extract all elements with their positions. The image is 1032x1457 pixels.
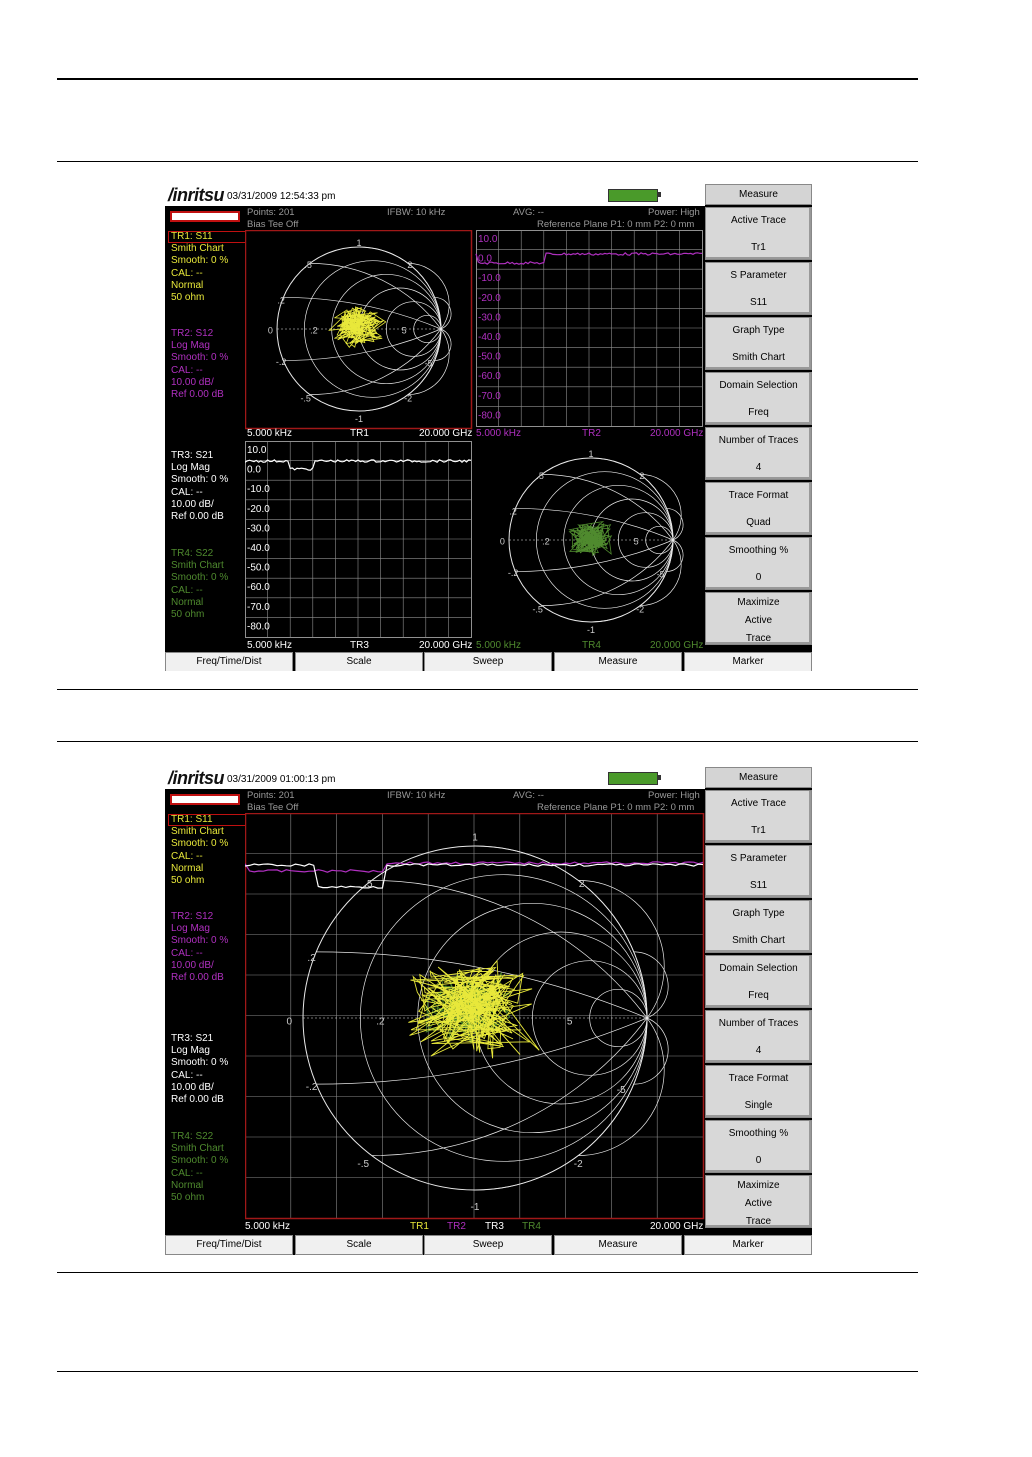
trace-line: CAL: --: [171, 1167, 203, 1179]
y-tick-label: -40.0: [478, 332, 501, 343]
smith-label: 2: [407, 260, 413, 271]
grid-border: [477, 231, 703, 427]
trace-line: Normal: [171, 279, 204, 291]
trace-line: CAL: --: [171, 267, 203, 279]
softkey-value: S11: [749, 880, 768, 891]
trace-line: TR1: S11: [171, 814, 213, 825]
smith-label: .2: [376, 1016, 385, 1028]
softkey-value: 0: [755, 1155, 762, 1166]
tr1-smith-pane[interactable]: [246, 231, 473, 440]
freq-time-dist-tab[interactable]: Freq/Time/Dist: [165, 652, 293, 671]
tr4-label: TR4: [582, 640, 601, 650]
smith-label: .5: [304, 260, 312, 271]
smith-label: -5: [616, 1085, 626, 1097]
softkey-label: S Parameter: [730, 853, 787, 864]
battery-icon: [608, 772, 658, 785]
trace-line: TR2: S12: [171, 911, 214, 922]
smith-label: -.5: [300, 393, 311, 404]
smith-label: -.2: [275, 356, 287, 367]
trace-tr4-cloud: [570, 522, 612, 556]
single-label-tr2: TR2: [447, 1221, 466, 1232]
trace-line: TR4: S22: [171, 548, 214, 559]
trace-line: 50 ohm: [171, 1192, 205, 1204]
bottom-menu-bar: [165, 651, 812, 670]
softkey-value: Smith Chart: [732, 935, 785, 946]
smith-label: 5: [401, 325, 407, 336]
trace-line: Normal: [171, 1179, 204, 1191]
ifbw-info: IFBW: 10 kHz: [387, 207, 446, 218]
smith-label: 2: [578, 878, 585, 890]
trace-line: 10.00 dB/: [171, 376, 214, 388]
active-indicator-bar: [170, 794, 240, 805]
tr4-start-freq: 5.000 kHz: [476, 640, 522, 650]
softkey-label: Trace Format: [728, 1073, 789, 1084]
points-info: Points: 201: [247, 790, 295, 801]
measure-tab[interactable]: Measure: [554, 1235, 682, 1255]
trace2-info[interactable]: [171, 328, 228, 401]
tr2-logmag-pane[interactable]: [476, 230, 703, 439]
softkey-value: Freq: [748, 990, 769, 1001]
softkey-value: Single: [744, 1100, 773, 1111]
trace-line: Log Mag: [171, 923, 210, 935]
trace-line: Smith Chart: [171, 243, 224, 255]
smith-label: -.5: [357, 1159, 370, 1171]
active-trace-button[interactable]: [705, 790, 812, 843]
ref-plane-info: Reference Plane P1: 0 mm P2: 0 mm: [537, 802, 695, 813]
smith-label: .5: [536, 471, 544, 482]
tr2-grid: [476, 230, 703, 427]
avg-info: AVG: --: [513, 790, 544, 801]
trace-line: Log Mag: [171, 1045, 210, 1057]
trace-line: Log Mag: [171, 462, 210, 474]
softkey-extra: Trace: [745, 633, 772, 644]
smith-label: -1: [470, 1202, 480, 1214]
trace-line: CAL: --: [171, 850, 203, 862]
softkey-label: Active Trace: [730, 215, 787, 226]
brand-logo: /inritsu: [168, 768, 225, 788]
trace1-info[interactable]: [171, 814, 228, 887]
figure2-bottom-rule: [57, 1272, 918, 1273]
active-indicator-bar: [170, 211, 240, 222]
smith-label: -2: [636, 604, 645, 615]
trace-line: TR2: S12: [171, 328, 214, 339]
status-header: [165, 184, 705, 206]
single-label-tr3: TR3: [485, 1221, 504, 1232]
s-parameter-button[interactable]: [705, 262, 812, 315]
graph-type-button[interactable]: [705, 317, 812, 370]
trace-line: Smooth: 0 %: [171, 352, 229, 364]
sweep-tab[interactable]: Sweep: [424, 1235, 552, 1255]
smith-label: 0: [286, 1016, 293, 1028]
trace3-info[interactable]: [171, 1033, 228, 1106]
trace-line: 10.00 dB/: [171, 1081, 214, 1093]
trace-line: TR1: S11: [171, 231, 213, 242]
tr3-grid: [245, 441, 472, 638]
smith-label: .2: [307, 952, 316, 964]
battery-terminal-icon: [658, 775, 661, 780]
trace-line: Smith Chart: [171, 1143, 224, 1155]
smith-label: -1: [354, 414, 364, 425]
analyzer-screen-single: [165, 767, 812, 1255]
softkey-label: Smoothing %: [728, 545, 789, 556]
smith-label: -5: [424, 358, 433, 369]
smith-label: -2: [573, 1159, 583, 1171]
trace-line: Ref 0.00 dB: [171, 1094, 224, 1106]
smith-trace-path: [329, 307, 386, 347]
bottom-menu-bar: [165, 1234, 812, 1253]
softkey-value: Active: [744, 615, 773, 626]
battery-terminal-icon: [658, 192, 661, 197]
y-tick-label: -70.0: [247, 601, 270, 613]
smoothing-button[interactable]: [705, 1120, 812, 1173]
figure1-bottom-rule: [57, 689, 918, 690]
softkey-value: Tr1: [751, 242, 766, 253]
trace-line: Smooth: 0 %: [171, 1155, 229, 1167]
softkey-label: Domain Selection: [719, 380, 798, 391]
y-tick-label: -50.0: [478, 351, 501, 363]
active-trace-button[interactable]: [705, 207, 812, 260]
trace-line: Smooth: 0 %: [171, 255, 229, 267]
tr4-smith-pane[interactable]: [476, 449, 703, 650]
trace-line: TR4: S22: [171, 1131, 214, 1142]
softkey-label: Graph Type: [732, 908, 785, 919]
y-tick-label: -80.0: [247, 621, 270, 633]
bottom-rule: [57, 1371, 918, 1372]
tr4-stop-freq: 20.000 GHz: [650, 640, 704, 650]
smith-label: 5: [566, 1016, 573, 1028]
y-tick-label: -10.0: [478, 273, 501, 285]
tr2-start-freq: 5.000 kHz: [476, 428, 522, 439]
points-info: Points: 201: [247, 207, 295, 218]
trace-line: 10.00 dB/: [171, 959, 214, 971]
smith-label: -.2: [507, 567, 519, 578]
smith-label: 0: [499, 536, 505, 547]
y-tick-label: -30.0: [247, 523, 270, 535]
smith-label: .2: [277, 295, 285, 306]
softkey-value: 4: [755, 1045, 762, 1056]
softkey-value: Active: [744, 1198, 773, 1209]
tr1-stop-freq: 20.000 GHz: [419, 428, 473, 439]
trace-line: Ref 0.00 dB: [171, 511, 224, 523]
softkey-value: S11: [749, 297, 768, 308]
ifbw-info: IFBW: 10 kHz: [387, 790, 446, 801]
trace3-info[interactable]: [171, 450, 228, 523]
trace-line: 50 ohm: [171, 875, 205, 887]
y-tick-label: -30.0: [478, 312, 501, 324]
trace-line: Smooth: 0 %: [171, 572, 229, 584]
maximize-active-trace-button[interactable]: [705, 592, 812, 645]
smith-resistance-circle: [590, 989, 647, 1046]
tr3-stop-freq: 20.000 GHz: [419, 640, 473, 650]
softkey-extra: Trace: [745, 1216, 772, 1227]
trace-line: Smith Chart: [171, 826, 224, 838]
softkey-label: Number of Traces: [718, 435, 799, 446]
s-parameter-button[interactable]: [705, 845, 812, 898]
softkey-label: Number of Traces: [718, 1018, 799, 1029]
single-label-tr1: TR1: [410, 1221, 429, 1232]
bias-tee-info: Bias Tee Off: [247, 802, 299, 813]
trace1-info[interactable]: [171, 231, 228, 304]
ref-plane-info: Reference Plane P1: 0 mm P2: 0 mm: [537, 219, 695, 230]
scale-tab[interactable]: Scale: [295, 1235, 423, 1255]
trace-line: Smooth: 0 %: [171, 935, 229, 947]
smith-reactance-arc: [578, 880, 664, 1018]
tr3-label: TR3: [350, 640, 369, 650]
marker-tab[interactable]: Marker: [684, 1235, 812, 1255]
smith-chart-single: [286, 832, 668, 1213]
trace-line: Normal: [171, 862, 204, 874]
top-rule: [57, 78, 918, 80]
smith-label: 1: [472, 832, 478, 844]
smith-label: -.5: [532, 604, 543, 615]
smith-label: 1: [356, 237, 362, 248]
softkey-label: Smoothing %: [728, 1128, 789, 1139]
softkey-value: Quad: [746, 517, 771, 528]
softkey-label: S Parameter: [730, 270, 787, 281]
trace-line: Smooth: 0 %: [171, 1057, 229, 1069]
smoothing-button[interactable]: [705, 537, 812, 590]
domain-selection-button[interactable]: [705, 955, 812, 1008]
smith-label: -.2: [305, 1081, 318, 1093]
softkey-value: Freq: [748, 407, 769, 418]
softkey-value: 0: [755, 572, 762, 583]
smith-label: .5: [364, 878, 373, 890]
smith-label: .5: [351, 325, 359, 336]
marker-tab[interactable]: Marker: [684, 652, 812, 671]
freq-time-dist-tab[interactable]: Freq/Time/Dist: [165, 1235, 293, 1255]
tr2-stop-freq: 20.000 GHz: [650, 428, 704, 439]
smith-label: .5: [462, 1016, 471, 1028]
trace-line: Ref 0.00 dB: [171, 972, 224, 984]
trace-line: Smooth: 0 %: [171, 838, 229, 850]
graph-type-button[interactable]: [705, 900, 812, 953]
softkey-value: 4: [755, 462, 762, 473]
trace-format-button[interactable]: [705, 482, 812, 535]
trace-line: TR3: S21: [171, 1033, 214, 1044]
status-header: [165, 767, 705, 789]
trace-line: Log Mag: [171, 340, 210, 352]
trace-line: CAL: --: [171, 364, 203, 376]
datetime: 03/31/2009 12:54:33 pm: [227, 191, 336, 202]
softkey-value: Tr1: [751, 825, 766, 836]
smith-label: 2: [639, 471, 645, 482]
tr1-label: TR1: [350, 428, 369, 439]
smith-label: 0: [267, 325, 273, 336]
trace-line: 50 ohm: [171, 292, 205, 304]
softkey-value: Smith Chart: [732, 352, 785, 363]
softkey-label: Graph Type: [732, 325, 785, 336]
y-tick-label: 10.0: [247, 445, 267, 456]
trace4-info[interactable]: [171, 1131, 228, 1204]
y-tick-label: 10.0: [478, 234, 498, 245]
single-graph-area[interactable]: [245, 813, 705, 1233]
y-tick-label: -70.0: [478, 390, 501, 402]
y-tick-label: -20.0: [478, 292, 501, 304]
y-tick-label: -10.0: [247, 484, 270, 496]
softkey-menu-title: Measure: [705, 184, 812, 205]
trace-line: Normal: [171, 596, 204, 608]
power-info: Power: High: [648, 790, 700, 801]
smith-label: -1: [586, 625, 596, 636]
maximize-active-trace-button[interactable]: [705, 1175, 812, 1228]
trace-line: 10.00 dB/: [171, 498, 214, 510]
trace2-info[interactable]: [171, 911, 228, 984]
smith-label: .2: [310, 325, 318, 336]
number-of-traces-button[interactable]: [705, 1010, 812, 1063]
y-tick-label: 0.0: [247, 464, 261, 476]
avg-info: AVG: --: [513, 207, 544, 218]
trace-line: 50 ohm: [171, 609, 205, 621]
tr2-label: TR2: [582, 428, 601, 439]
trace-line: CAL: --: [171, 1069, 203, 1081]
y-tick-label: -60.0: [247, 582, 270, 594]
grid-border: [246, 442, 472, 638]
smith-trace-path: [570, 522, 612, 556]
trace-line: Smith Chart: [171, 560, 224, 572]
sweep-tab[interactable]: Sweep: [424, 652, 552, 671]
y-tick-label: -20.0: [247, 503, 270, 515]
analyzer-screen-quad: [165, 184, 812, 671]
single-start-freq: 5.000 kHz: [245, 1221, 291, 1232]
bias-tee-info: Bias Tee Off: [247, 219, 299, 230]
number-of-traces-button[interactable]: [705, 427, 812, 480]
trace4-info[interactable]: [171, 548, 228, 621]
y-tick-label: -60.0: [478, 371, 501, 383]
datetime: 03/31/2009 01:00:13 pm: [227, 774, 336, 785]
power-info: Power: High: [648, 207, 700, 218]
smith-label: 5: [633, 536, 639, 547]
scale-tab[interactable]: Scale: [295, 652, 423, 671]
smith-label: -5: [656, 569, 665, 580]
trace-line: CAL: --: [171, 486, 203, 498]
figure1-top-rule: [57, 161, 918, 162]
softkey-label: Maximize: [737, 1180, 780, 1191]
trace-line: CAL: --: [171, 947, 203, 959]
battery-icon: [608, 189, 658, 202]
tr1-start-freq: 5.000 kHz: [247, 428, 293, 439]
trace-line: Smooth: 0 %: [171, 474, 229, 486]
y-tick-label: -80.0: [478, 410, 501, 422]
smith-label: .2: [542, 536, 550, 547]
tr3-start-freq: 5.000 kHz: [247, 640, 293, 650]
softkey-label: Maximize: [737, 597, 780, 608]
single-label-tr4: TR4: [522, 1221, 541, 1232]
trace-format-button[interactable]: [705, 1065, 812, 1118]
smith-label: .5: [583, 536, 591, 547]
measure-tab[interactable]: Measure: [554, 652, 682, 671]
quad-graph-area[interactable]: [245, 230, 705, 650]
softkey-label: Trace Format: [728, 490, 789, 501]
trace-tr1-cloud: [329, 307, 386, 347]
trace-line: Ref 0.00 dB: [171, 389, 224, 401]
trace-line: CAL: --: [171, 584, 203, 596]
softkey-label: Active Trace: [730, 798, 787, 809]
trace-line: TR3: S21: [171, 450, 214, 461]
smith-label: -2: [404, 393, 413, 404]
y-tick-label: -50.0: [247, 562, 270, 574]
smith-label: .2: [509, 506, 517, 517]
tr3-logmag-pane[interactable]: [245, 441, 472, 650]
brand-logo: /inritsu: [168, 185, 225, 205]
softkey-label: Domain Selection: [719, 963, 798, 974]
domain-selection-button[interactable]: [705, 372, 812, 425]
smith-label: 1: [588, 448, 594, 459]
softkey-menu-title: Measure: [705, 767, 812, 788]
single-stop-freq: 20.000 GHz: [650, 1221, 704, 1232]
figure2-top-rule: [57, 741, 918, 742]
y-tick-label: -40.0: [247, 543, 270, 554]
y-tick-label: 0.0: [478, 253, 492, 265]
